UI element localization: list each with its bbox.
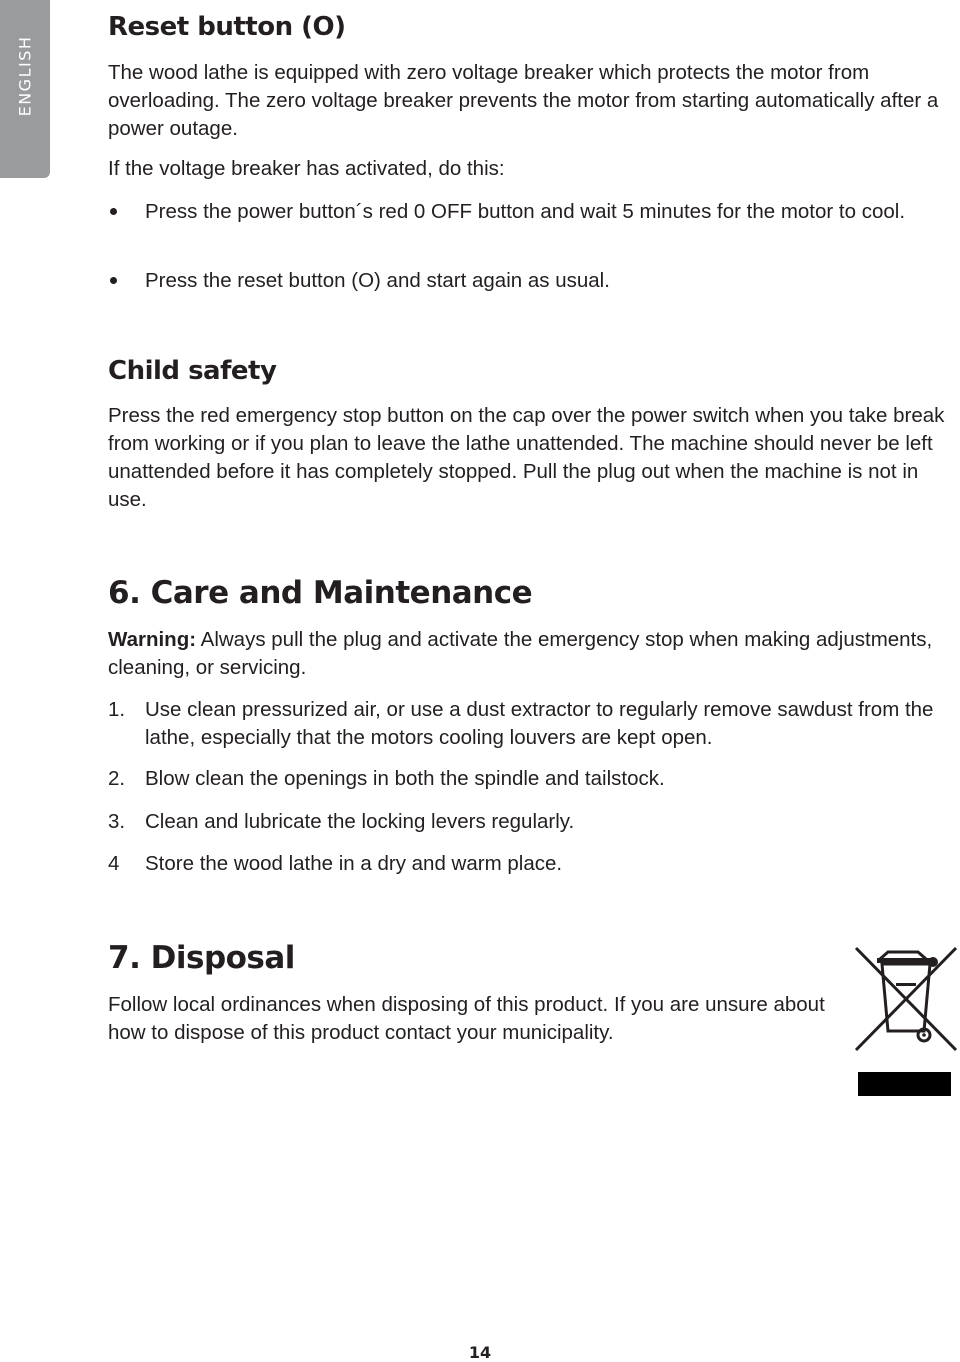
care-warning-paragraph [108, 626, 948, 682]
step-number: 1. [108, 698, 126, 721]
reset-intro-paragraph: The wood lathe is equipped with zero voltage breaker which protects the motor from overloading. The zero voltage breaker prevents the motor from starting automatically after a power outage. [108, 61, 939, 140]
reset-bullet-item [108, 198, 948, 226]
step-text: Clean and lubricate the locking levers regularly. [145, 810, 575, 833]
care-step-item [108, 808, 948, 836]
step-number: 2. [108, 767, 126, 790]
reset-bullet-item [108, 267, 948, 295]
language-tab [0, 0, 50, 178]
step-text: Blow clean the openings in both the spindle and tailstock. [145, 767, 665, 790]
warning-label: Warning: [108, 628, 197, 651]
care-step-item [108, 696, 948, 752]
warning-text: Always pull the plug and activate the emergency stop when making adjustments, cleaning, or servicing. [108, 628, 933, 679]
disposal-section-title: 7. Disposal [108, 940, 295, 976]
language-tab-label: ENGLISH [15, 35, 35, 117]
page-number: 14 [468, 1343, 492, 1362]
care-step-item [108, 765, 948, 793]
crossed-out-wheelie-bin-icon [852, 945, 958, 1097]
bullet-text: Press the reset button (O) and start again as usual. [145, 269, 610, 292]
step-number: 4 [108, 852, 120, 875]
step-text: Use clean pressurized air, or use a dust extractor to regularly remove sawdust from the lathe, especially that the motors cooling louvers are kept open. [145, 698, 934, 749]
care-section-title: 6. Care and Maintenance [108, 575, 533, 611]
reset-section-title: Reset button (O) [108, 12, 346, 42]
care-step-item [108, 850, 948, 878]
disposal-paragraph: Follow local ordinances when disposing of this product. If you are unsure about how to dispose of this product contact your municipality. [108, 993, 825, 1044]
reset-lead-paragraph: If the voltage breaker has activated, do this: [108, 157, 505, 180]
step-text: Store the wood lathe in a dry and warm place. [145, 852, 563, 875]
child-safety-paragraph: Press the red emergency stop button on the cap over the power switch when you take break from working or if you plan to leave the lathe unattended. The machine should never be left unattended before it has completely stopped. Pull the plug out when the machine is not in use. [108, 404, 945, 511]
step-number: 3. [108, 810, 126, 833]
bullet-text: Press the power button´s red 0 OFF button and wait 5 minutes for the motor to cool. [145, 200, 906, 223]
child-safety-title: Child safety [108, 356, 277, 386]
